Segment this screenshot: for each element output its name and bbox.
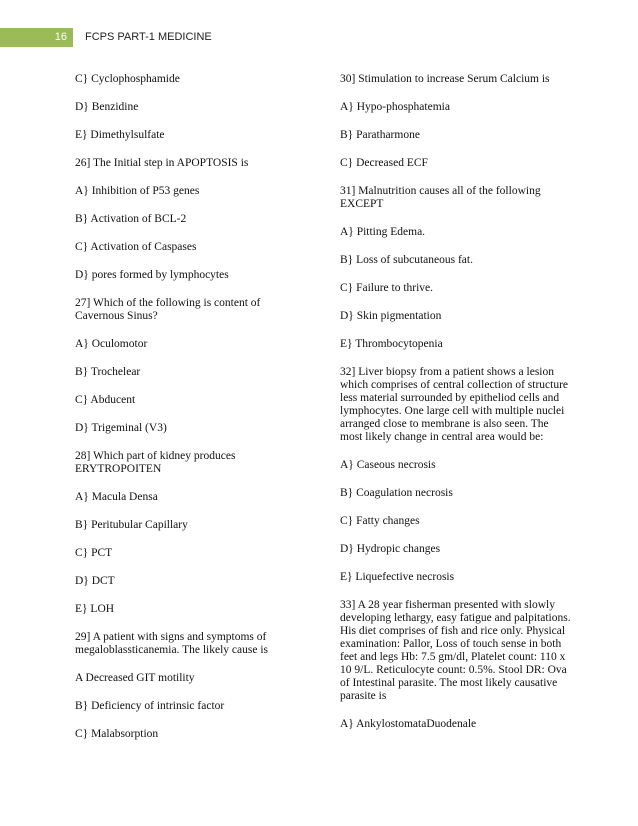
question-33: 33] A 28 year fisherman presented with slowly developing lethargy, easy fatigue and palpitations. His diet comprises of fish and rice only. Physical examination: Pallor, Loss of touch sense in both feet and legs Hb: 7.5 gm/dl, Platelet count: 110 x 10 9/L. Reticulocyte count: 0.5%. Stool DR: Ova of Intestinal parasite. The most likely causative parasite is <box>340 599 571 702</box>
option-line: A} AnkylostomataDuodenale <box>340 718 477 730</box>
option-line: E} LOH <box>75 603 115 615</box>
option-line: C} Cyclophosphamide <box>75 73 180 85</box>
question-30: 30] Stimulation to increase Serum Calcium is <box>340 73 550 85</box>
option-line: C} PCT <box>75 547 113 559</box>
option-line: D} Hydropic changes <box>340 543 441 555</box>
option-line: B} Paratharmone <box>340 129 420 141</box>
option-line: D} pores formed by lymphocytes <box>75 269 229 281</box>
option-line: C} Decreased ECF <box>340 157 428 169</box>
page-header <box>0 28 638 47</box>
option-line: E} Liquefective necrosis <box>340 571 455 583</box>
option-line: C} Abducent <box>75 394 136 406</box>
option-line: E} Thrombocytopenia <box>340 338 443 350</box>
question-27: 27] Which of the following is content of Cavernous Sinus? <box>75 297 261 322</box>
option-line: A} Oculomotor <box>75 338 148 350</box>
option-line: D} DCT <box>75 575 115 587</box>
header-title: FCPS PART-1 MEDICINE <box>85 31 212 43</box>
option-line: C} Failure to thrive. <box>340 282 434 294</box>
option-line: E} Dimethylsulfate <box>75 129 165 141</box>
option-line: B} Trochelear <box>75 366 141 378</box>
option-line: A} Pitting Edema. <box>340 226 426 238</box>
option-line: B} Activation of BCL-2 <box>75 213 187 225</box>
question-31: 31] Malnutrition causes all of the following EXCEPT <box>340 185 541 210</box>
option-line: C} Malabsorption <box>75 728 159 740</box>
question-32: 32] Liver biopsy from a patient shows a lesion which comprises of central collection of structure less material surrounded by epitheliod cells and lymphocytes. One large cell with multiple nuclei arranged close to membrane is also seen. The most likely change in central area would be: <box>340 366 569 443</box>
question-29: 29] A patient with signs and symptoms of megaloblassticanemia. The likely cause is <box>75 631 268 656</box>
option-line: D} Trigeminal (V3) <box>75 422 167 434</box>
option-line: B} Deficiency of intrinsic factor <box>75 700 225 712</box>
option-line: C} Fatty changes <box>340 515 420 527</box>
right-column <box>340 73 572 746</box>
option-line: D} Skin pigmentation <box>340 310 442 322</box>
option-line: A} Macula Densa <box>75 491 158 503</box>
option-line: B} Coagulation necrosis <box>340 487 453 499</box>
option-line: D} Benzidine <box>75 101 139 113</box>
option-line: A} Hypo-phosphatemia <box>340 101 450 113</box>
option-line: A Decreased GIT motility <box>75 672 195 684</box>
option-line: B} Peritubular Capillary <box>75 519 188 531</box>
page-number: 16 <box>0 28 73 47</box>
question-28: 28] Which part of kidney produces ERYTROPOITEN <box>75 450 236 475</box>
option-line: A} Caseous necrosis <box>340 459 436 471</box>
question-26: 26] The Initial step in APOPTOSIS is <box>75 157 249 169</box>
left-column <box>75 73 297 756</box>
option-line: A} Inhibition of P53 genes <box>75 185 200 197</box>
option-line: C} Activation of Caspases <box>75 241 197 253</box>
option-line: B} Loss of subcutaneous fat. <box>340 254 473 266</box>
